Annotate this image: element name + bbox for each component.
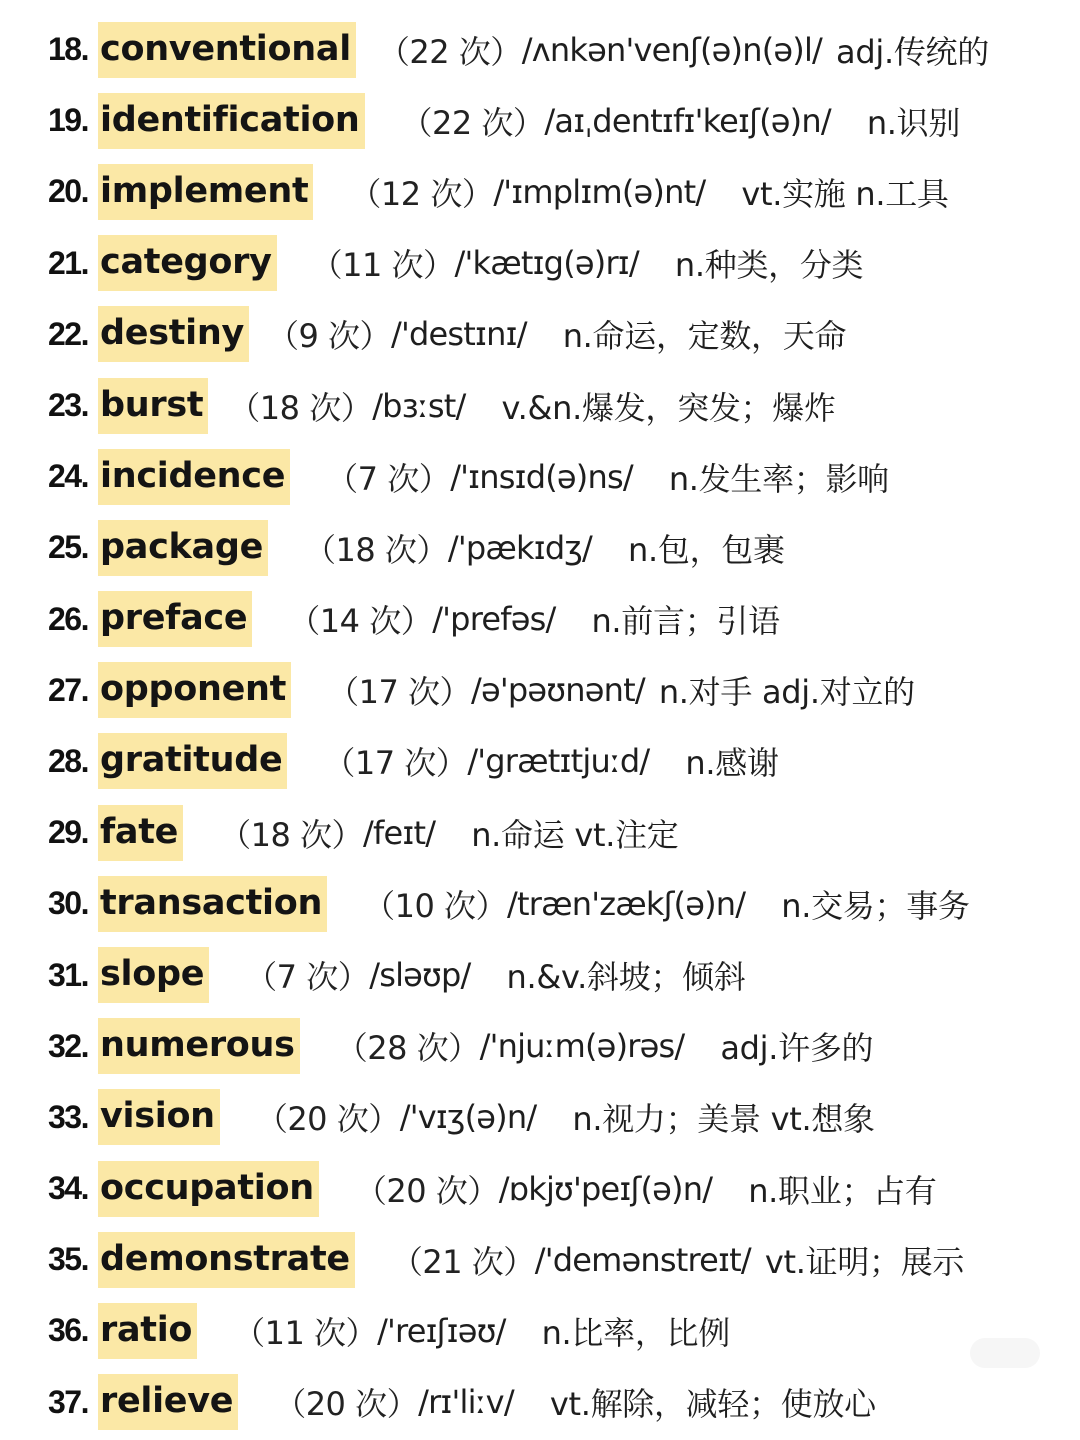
vocab-entry xyxy=(0,228,1080,299)
vocab-word: conventional xyxy=(98,22,356,78)
entry-number: 32. xyxy=(48,1027,88,1064)
phonetic-transcription: /ɒkjʊ'peɪʃ(ə)n/ xyxy=(498,1169,713,1208)
entry-number: 24. xyxy=(48,458,88,495)
phonetic-transcription: /'destɪnɪ/ xyxy=(391,315,527,354)
vocab-word: gratitude xyxy=(98,733,287,789)
vocab-word: fate xyxy=(98,805,183,861)
vocab-entry xyxy=(0,1224,1080,1295)
phonetic-transcription: /'njuːm(ə)rəs/ xyxy=(479,1027,685,1066)
vocab-entry xyxy=(0,1082,1080,1153)
occurrence-count: （18 次） xyxy=(304,530,448,569)
phonetic-transcription: /sləʊp/ xyxy=(369,956,471,995)
vocab-word: burst xyxy=(98,378,208,434)
phonetic-transcription: /ʌnkən'venʃ(ə)n(ə)l/ xyxy=(521,30,823,69)
occurrence-count: （21 次） xyxy=(390,1242,535,1281)
entry-number: 30. xyxy=(48,885,88,922)
vocab-word: package xyxy=(98,520,268,576)
entry-number: 26. xyxy=(48,600,88,637)
occurrence-count: （28 次） xyxy=(335,1029,480,1068)
watermark-badge xyxy=(970,1338,1040,1368)
vocab-entry xyxy=(0,726,1080,797)
chinese-meaning: n.命运，定数，天命 xyxy=(562,317,847,356)
phonetic-transcription: /'reɪʃɪəʊ/ xyxy=(377,1311,506,1350)
vocab-word: numerous xyxy=(98,1018,300,1074)
phonetic-transcription: /aɪˌdentɪfɪ'keɪʃ(ə)n/ xyxy=(544,101,831,140)
vocab-word: opponent xyxy=(98,662,291,718)
occurrence-count: （20 次） xyxy=(354,1171,499,1210)
occurrence-count: （7 次） xyxy=(245,958,370,997)
chinese-meaning: v.&n.爆发，突发；爆炸 xyxy=(501,388,836,427)
occurrence-count: （11 次） xyxy=(233,1313,378,1352)
occurrence-count: （12 次） xyxy=(349,174,494,213)
phonetic-transcription: /bɜːst/ xyxy=(372,386,466,425)
vocab-word: identification xyxy=(98,93,365,149)
chinese-meaning: n.视力；美景 vt.想象 xyxy=(572,1100,875,1139)
occurrence-count: （7 次） xyxy=(326,459,451,498)
phonetic-transcription: /'demənstreɪt/ xyxy=(534,1240,751,1279)
vocab-entry xyxy=(0,370,1080,441)
occurrence-count: （10 次） xyxy=(363,886,508,925)
occurrence-count: （17 次） xyxy=(327,673,472,712)
vocab-entry xyxy=(0,156,1080,227)
occurrence-count: （22 次） xyxy=(400,103,545,142)
phonetic-transcription: /'ɪmplɪm(ə)nt/ xyxy=(493,172,706,211)
phonetic-transcription: /'pækɪdʒ/ xyxy=(447,528,593,567)
entry-number: 21. xyxy=(48,244,88,281)
vocab-word: transaction xyxy=(98,876,327,932)
vocabulary-list xyxy=(0,14,1080,1438)
chinese-meaning: n.比率，比例 xyxy=(541,1313,730,1352)
phonetic-transcription: /træn'zækʃ(ə)n/ xyxy=(507,884,746,923)
vocab-entry xyxy=(0,14,1080,85)
chinese-meaning: n.感谢 xyxy=(685,744,779,783)
vocab-entry xyxy=(0,441,1080,512)
vocab-word: incidence xyxy=(98,449,290,505)
vocab-word: ratio xyxy=(98,1303,197,1359)
chinese-meaning: vt.解除，减轻；使放心 xyxy=(549,1385,876,1424)
entry-number: 33. xyxy=(48,1098,88,1135)
chinese-meaning: n.发生率；影响 xyxy=(668,459,889,498)
vocab-entry xyxy=(0,1367,1080,1438)
phonetic-transcription: /ə'pəʊnənt/ xyxy=(471,671,645,710)
chinese-meaning: n.包，包裹 xyxy=(628,530,785,569)
phonetic-transcription: /'prefəs/ xyxy=(432,600,556,639)
chinese-meaning: n.&v.斜坡；倾斜 xyxy=(506,958,746,997)
vocab-word: category xyxy=(98,235,277,291)
entry-number: 23. xyxy=(48,387,88,424)
vocab-word: relieve xyxy=(98,1374,238,1430)
entry-number: 37. xyxy=(48,1383,88,1420)
chinese-meaning: n.前言；引语 xyxy=(591,602,780,641)
entry-number: 28. xyxy=(48,742,88,779)
occurrence-count: （14 次） xyxy=(288,602,433,641)
entry-number: 35. xyxy=(48,1241,88,1278)
vocab-word: vision xyxy=(98,1089,220,1145)
chinese-meaning: n.交易；事务 xyxy=(781,886,970,925)
occurrence-count: （9 次） xyxy=(266,317,392,356)
vocab-word: preface xyxy=(98,591,252,647)
chinese-meaning: adj.许多的 xyxy=(720,1029,874,1068)
chinese-meaning: adj.传统的 xyxy=(836,32,989,71)
phonetic-transcription: /'vɪʒ(ə)n/ xyxy=(399,1098,537,1137)
phonetic-transcription: /rɪ'liːv/ xyxy=(418,1383,514,1422)
vocab-word: slope xyxy=(98,947,209,1003)
entry-number: 19. xyxy=(48,102,88,139)
vocab-entry xyxy=(0,939,1080,1010)
chinese-meaning: n.对手 adj.对立的 xyxy=(658,673,915,712)
vocab-entry xyxy=(0,584,1080,655)
vocab-entry xyxy=(0,1153,1080,1224)
phonetic-transcription: /'grætɪtjuːd/ xyxy=(467,742,650,781)
vocab-entry xyxy=(0,85,1080,156)
phonetic-transcription: /'kætɪg(ə)rɪ/ xyxy=(454,244,639,283)
occurrence-count: （18 次） xyxy=(228,388,373,427)
entry-number: 34. xyxy=(48,1170,88,1207)
entry-number: 31. xyxy=(48,956,88,993)
occurrence-count: （20 次） xyxy=(255,1100,400,1139)
entry-number: 18. xyxy=(48,31,88,68)
occurrence-count: （22 次） xyxy=(377,32,522,71)
vocab-entry xyxy=(0,797,1080,868)
vocab-entry xyxy=(0,1011,1080,1082)
chinese-meaning: n.识别 xyxy=(866,103,961,142)
chinese-meaning: n.种类，分类 xyxy=(674,246,864,285)
entry-number: 36. xyxy=(48,1312,88,1349)
entry-number: 25. xyxy=(48,529,88,566)
vocab-entry xyxy=(0,655,1080,726)
chinese-meaning: n.命运 vt.注定 xyxy=(471,815,679,854)
vocab-entry xyxy=(0,1295,1080,1366)
occurrence-count: （18 次） xyxy=(219,815,364,854)
chinese-meaning: n.职业；占有 xyxy=(748,1171,937,1210)
vocab-word: destiny xyxy=(98,306,249,362)
vocab-entry xyxy=(0,512,1080,583)
occurrence-count: （20 次） xyxy=(274,1385,419,1424)
phonetic-transcription: /'ɪnsɪd(ə)ns/ xyxy=(450,457,633,496)
vocab-entry xyxy=(0,868,1080,939)
vocab-word: occupation xyxy=(98,1161,319,1217)
entry-number: 22. xyxy=(48,315,88,352)
entry-number: 27. xyxy=(48,671,88,708)
chinese-meaning: vt.证明；展示 xyxy=(764,1242,965,1281)
vocab-entry xyxy=(0,299,1080,370)
entry-number: 29. xyxy=(48,814,88,851)
chinese-meaning: vt.实施 n.工具 xyxy=(741,174,949,213)
phonetic-transcription: /feɪt/ xyxy=(363,813,436,852)
occurrence-count: （17 次） xyxy=(323,744,468,783)
vocab-word: demonstrate xyxy=(98,1232,355,1288)
occurrence-count: （11 次） xyxy=(310,246,455,285)
vocab-word: implement xyxy=(98,164,313,220)
entry-number: 20. xyxy=(48,173,88,210)
